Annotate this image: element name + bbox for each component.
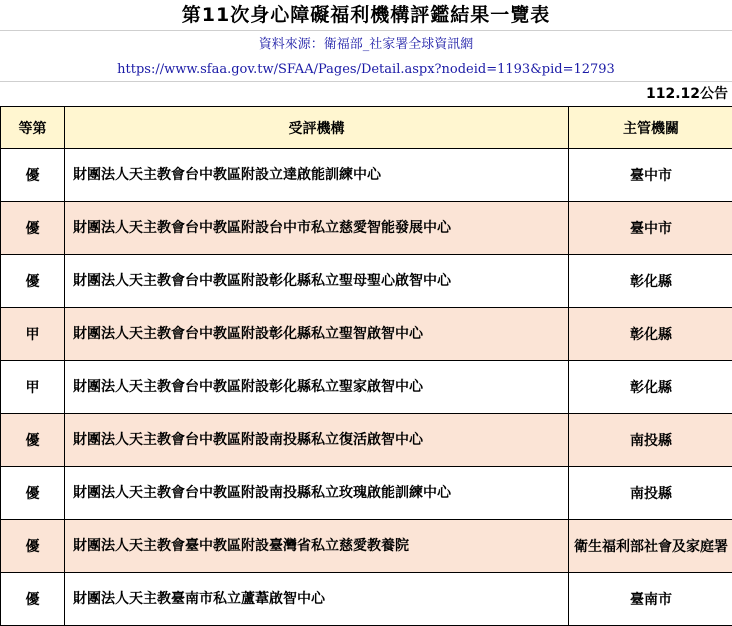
- grade-cell: 優: [1, 414, 65, 467]
- announcement-date: 112.12公告: [0, 82, 732, 106]
- authority-cell: 彰化縣: [569, 255, 732, 308]
- authority-cell: 南投縣: [569, 467, 732, 520]
- grade-cell: 優: [1, 467, 65, 520]
- grade-cell: 優: [1, 520, 65, 573]
- header-grade: 等第: [1, 107, 65, 149]
- results-table: [0, 106, 732, 626]
- grade-cell: 甲: [1, 361, 65, 414]
- authority-cell: 彰化縣: [569, 308, 732, 361]
- header-organization: 受評機構: [65, 107, 569, 149]
- organization-cell: 財團法人天主教會臺中教區附設臺灣省私立慈愛教養院: [65, 520, 569, 573]
- grade-cell: 甲: [1, 308, 65, 361]
- organization-cell: 財團法人天主教會台中教區附設南投縣私立復活啟智中心: [65, 414, 569, 467]
- header-authority: 主管機關: [569, 107, 732, 149]
- organization-cell: 財團法人天主教會台中教區附設彰化縣私立聖家啟智中心: [65, 361, 569, 414]
- table-row: [1, 255, 732, 308]
- table-row: [1, 573, 732, 626]
- table-row: [1, 308, 732, 361]
- organization-cell: 財團法人天主教會台中教區附設南投縣私立玫瑰啟能訓練中心: [65, 467, 569, 520]
- authority-cell: 臺南市: [569, 573, 732, 626]
- organization-cell: 財團法人天主教會台中教區附設彰化縣私立聖母聖心啟智中心: [65, 255, 569, 308]
- grade-cell: 優: [1, 255, 65, 308]
- header-row: [1, 107, 732, 149]
- table-row: [1, 202, 732, 255]
- grade-cell: 優: [1, 149, 65, 202]
- table-row: [1, 520, 732, 573]
- authority-cell: 臺中市: [569, 202, 732, 255]
- grade-cell: 優: [1, 202, 65, 255]
- organization-cell: 財團法人天主教臺南市私立蘆葦啟智中心: [65, 573, 569, 626]
- organization-cell: 財團法人天主教會台中教區附設台中市私立慈愛智能發展中心: [65, 202, 569, 255]
- authority-cell: 衛生福利部社會及家庭署: [569, 520, 732, 573]
- table-row: [1, 361, 732, 414]
- table-row: [1, 414, 732, 467]
- page-title: 第11次身心障礙福利機構評鑑結果一覽表: [0, 0, 732, 31]
- authority-cell: 臺中市: [569, 149, 732, 202]
- authority-cell: 彰化縣: [569, 361, 732, 414]
- grade-cell: 優: [1, 573, 65, 626]
- source-url[interactable]: https://www.sfaa.gov.tw/SFAA/Pages/Detail.aspx?nodeid=1193&pid=12793: [0, 58, 732, 82]
- organization-cell: 財團法人天主教會台中教區附設彰化縣私立聖智啟智中心: [65, 308, 569, 361]
- table-row: [1, 467, 732, 520]
- organization-cell: 財團法人天主教會台中教區附設立達啟能訓練中心: [65, 149, 569, 202]
- authority-cell: 南投縣: [569, 414, 732, 467]
- table-row: [1, 149, 732, 202]
- source-note: 資料來源：衛福部_社家署全球資訊網: [0, 31, 732, 58]
